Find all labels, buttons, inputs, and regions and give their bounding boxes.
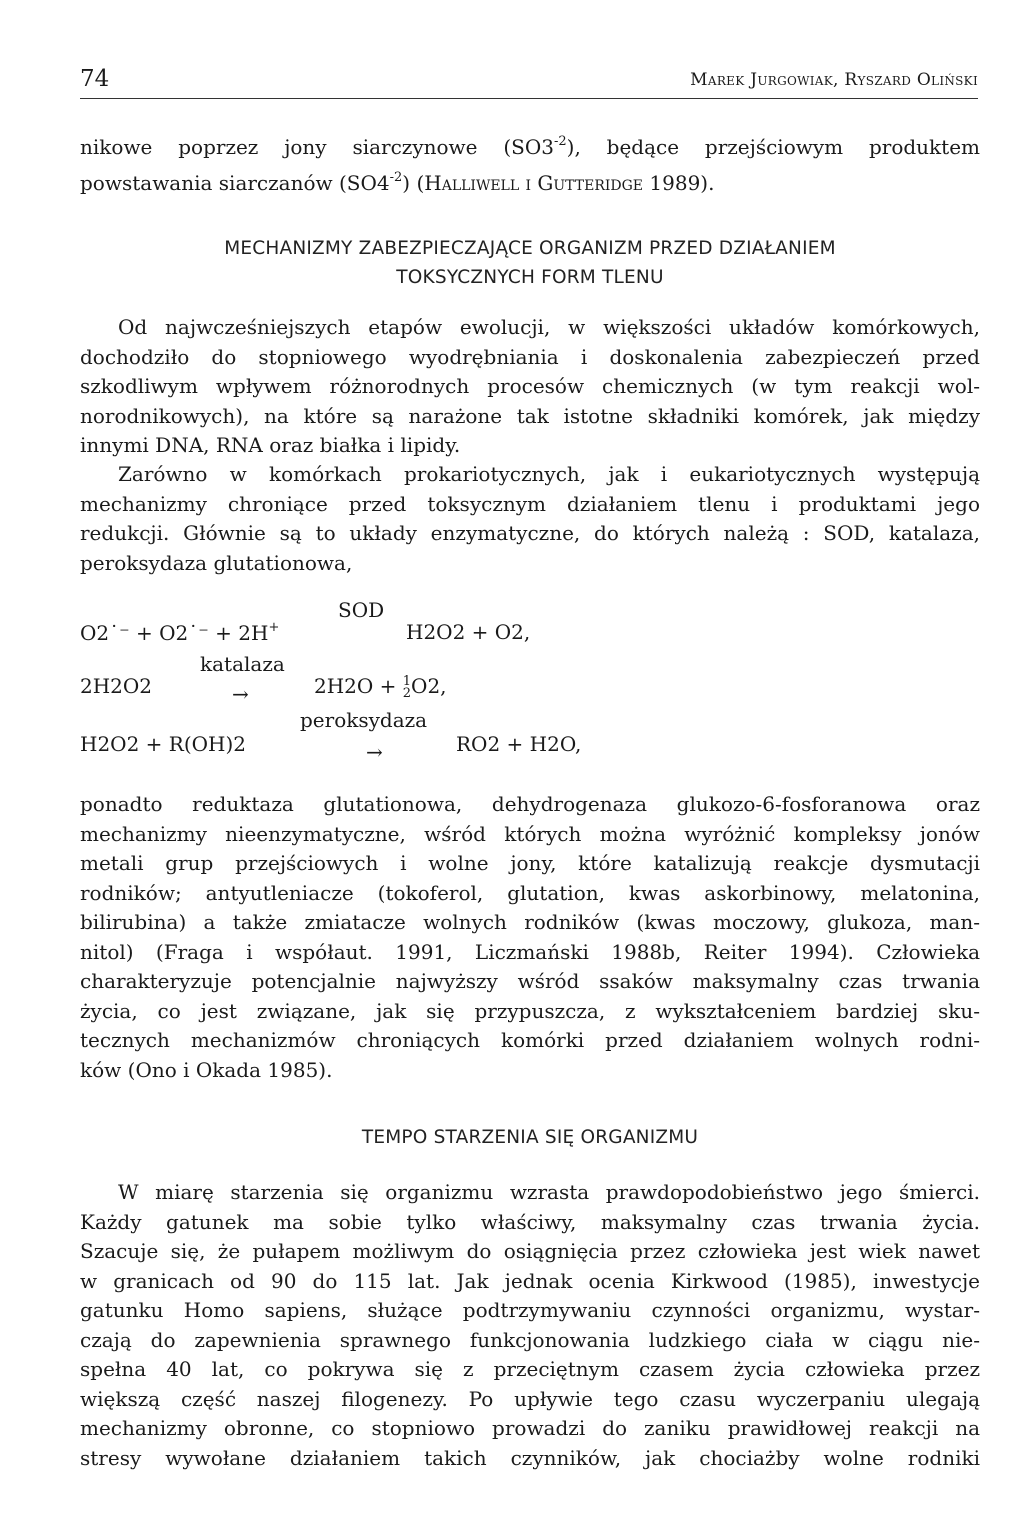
intro-line-1: nikowe poprzez jony siarczynowe $(SO3^{-2})$, będące przejściowym produktem <box>80 134 980 159</box>
paragraph-line: norodnikowych), na które są narażone tak istotne składniki komórek, jak między <box>80 403 980 428</box>
paragraph-line: mechanizmy chroniące przed toksycznym działaniem tlenu i produktami jego <box>80 491 980 516</box>
intro-paragraph <box>80 127 980 198</box>
paragraph-line: bilirubina) a także zmiatacze wolnych rodników (kwas moczowy, glukoza, man- <box>80 910 980 934</box>
paragraph-line: czają do zapewnienia sprawnego funkcjonowania ludzkiego ciała w ciągu nie- <box>80 1327 980 1352</box>
paragraph-line: stresy wywołane działaniem takich czynników, jak chociażby wolne rodniki <box>80 1445 980 1470</box>
section-heading-1: MECHANIZMY ZABEZPIECZAJĄCE ORGANIZM PRZED DZIAŁANIEM TOKSYCZNYCH FORM TLENU <box>224 238 836 288</box>
fraction: 1 2 <box>402 673 412 701</box>
paragraph-line: W miarę starzenia się organizmu wzrasta prawdopodobieństwo jego śmierci. <box>118 1180 980 1204</box>
paragraph-line: metali grup przejściowych i wolne jony, które katalizują reakcje dysmutacji <box>80 851 980 875</box>
paragraph-line: nitol) (Fraga i współaut. 1991, Liczmański 1988b, Reiter 1994). Człowieka <box>80 939 980 964</box>
paragraph-line: tecznych mechanizmów chroniących komórki przed działaniem wolnych rodni- <box>80 1028 980 1052</box>
paragraph-line: Zarówno w komórkach prokariotycznych, jak i eukariotycznych występują <box>118 462 980 486</box>
paragraph-line: gatunku Homo sapiens, służące podtrzymywaniu czynności organizmu, wystar- <box>80 1298 980 1322</box>
section1-paragraph-1 <box>80 313 980 461</box>
paragraph-line: peroksydaza glutationowa, <box>80 550 353 575</box>
paragraph-line: większą część naszej filogenezy. Po upływie tego czasu wyczerpaniu ulegają <box>80 1386 980 1411</box>
page-number: 74 <box>80 66 110 92</box>
paragraph-line: mechanizmy nieenzymatyczne, wśród których można wyróżnić kompleksy jonów <box>80 821 980 846</box>
paragraph-after-equations <box>80 790 980 1085</box>
enzyme-label: peroksydaza <box>300 708 428 732</box>
header-rule <box>80 98 978 99</box>
paragraph-line: mechanizmy obronne, co stopniowo prowadzi do zaniku prawidłowej reakcji na <box>80 1416 980 1440</box>
paragraph-line: Od najwcześniejszych etapów ewolucji, w większości układów komórkowych, <box>118 315 980 339</box>
reaction-arrow: → <box>232 682 249 706</box>
paragraph-line: ków (Ono i Okada 1985). <box>80 1057 333 1082</box>
paragraph-line: rodników; antyutleniacze (tokoferol, glutation, kwas askorbinowy, melatonina, <box>80 880 980 905</box>
enzyme-label: SOD <box>338 598 385 622</box>
paragraph-line: życia, co jest związane, jak się przypuszcza, z wykształceniem bardziej sku- <box>80 998 980 1023</box>
section-heading-2: TEMPO STARZENIA SIĘ ORGANIZMU <box>361 1127 699 1148</box>
paragraph-line: innymi DNA, RNA oraz białka i lipidy. <box>80 433 461 457</box>
enzyme-label: katalaza <box>200 652 285 676</box>
paragraph-line: ponadto reduktaza glutationowa, dehydrogenaza glukozo-6-fosforanowa oraz <box>80 792 980 816</box>
section2-paragraph-1 <box>80 1178 980 1473</box>
paragraph-line: Każdy gatunek ma sobie tylko właściwy, maksymalny czas trwania życia. <box>80 1209 980 1234</box>
paragraph-line: spełna 40 lat, co pokrywa się z przeciętnym czasem życia człowieka przez <box>80 1357 980 1381</box>
paragraph-line: w granicach od 90 do 115 lat. Jak jednak ocenia Kirkwood (1985), inwestycje <box>80 1268 980 1293</box>
intro-line-2: powstawania siarczanów $(SO4^{-2})$ (Halliwell i Gutteridge 1989). <box>80 169 715 195</box>
paragraph-line: charakteryzuje potencjalnie najwyższy wśród ssaków maksymalny czas trwania <box>80 969 980 993</box>
paragraph-line: szkodliwym wpływem różnorodnych procesów chemicznych (w tym reakcji wol- <box>80 374 980 398</box>
paragraph-line: redukcji. Głównie są to układy enzymatyczne, do których należą : SOD, katalaza, <box>80 521 980 545</box>
paragraph-line: dochodziło do stopniowego wyodrębniania i doskonalenia zabezpieczeń przed <box>80 344 980 369</box>
running-header: Marek Jurgowiak, Ryszard Oliński <box>690 70 978 90</box>
section1-paragraph-2 <box>80 460 980 578</box>
paragraph-line: Szacuje się, że pułapem możliwym do osiągnięcia przez człowieka jest wiek nawet <box>80 1239 980 1263</box>
reaction-arrow: → <box>366 740 383 764</box>
